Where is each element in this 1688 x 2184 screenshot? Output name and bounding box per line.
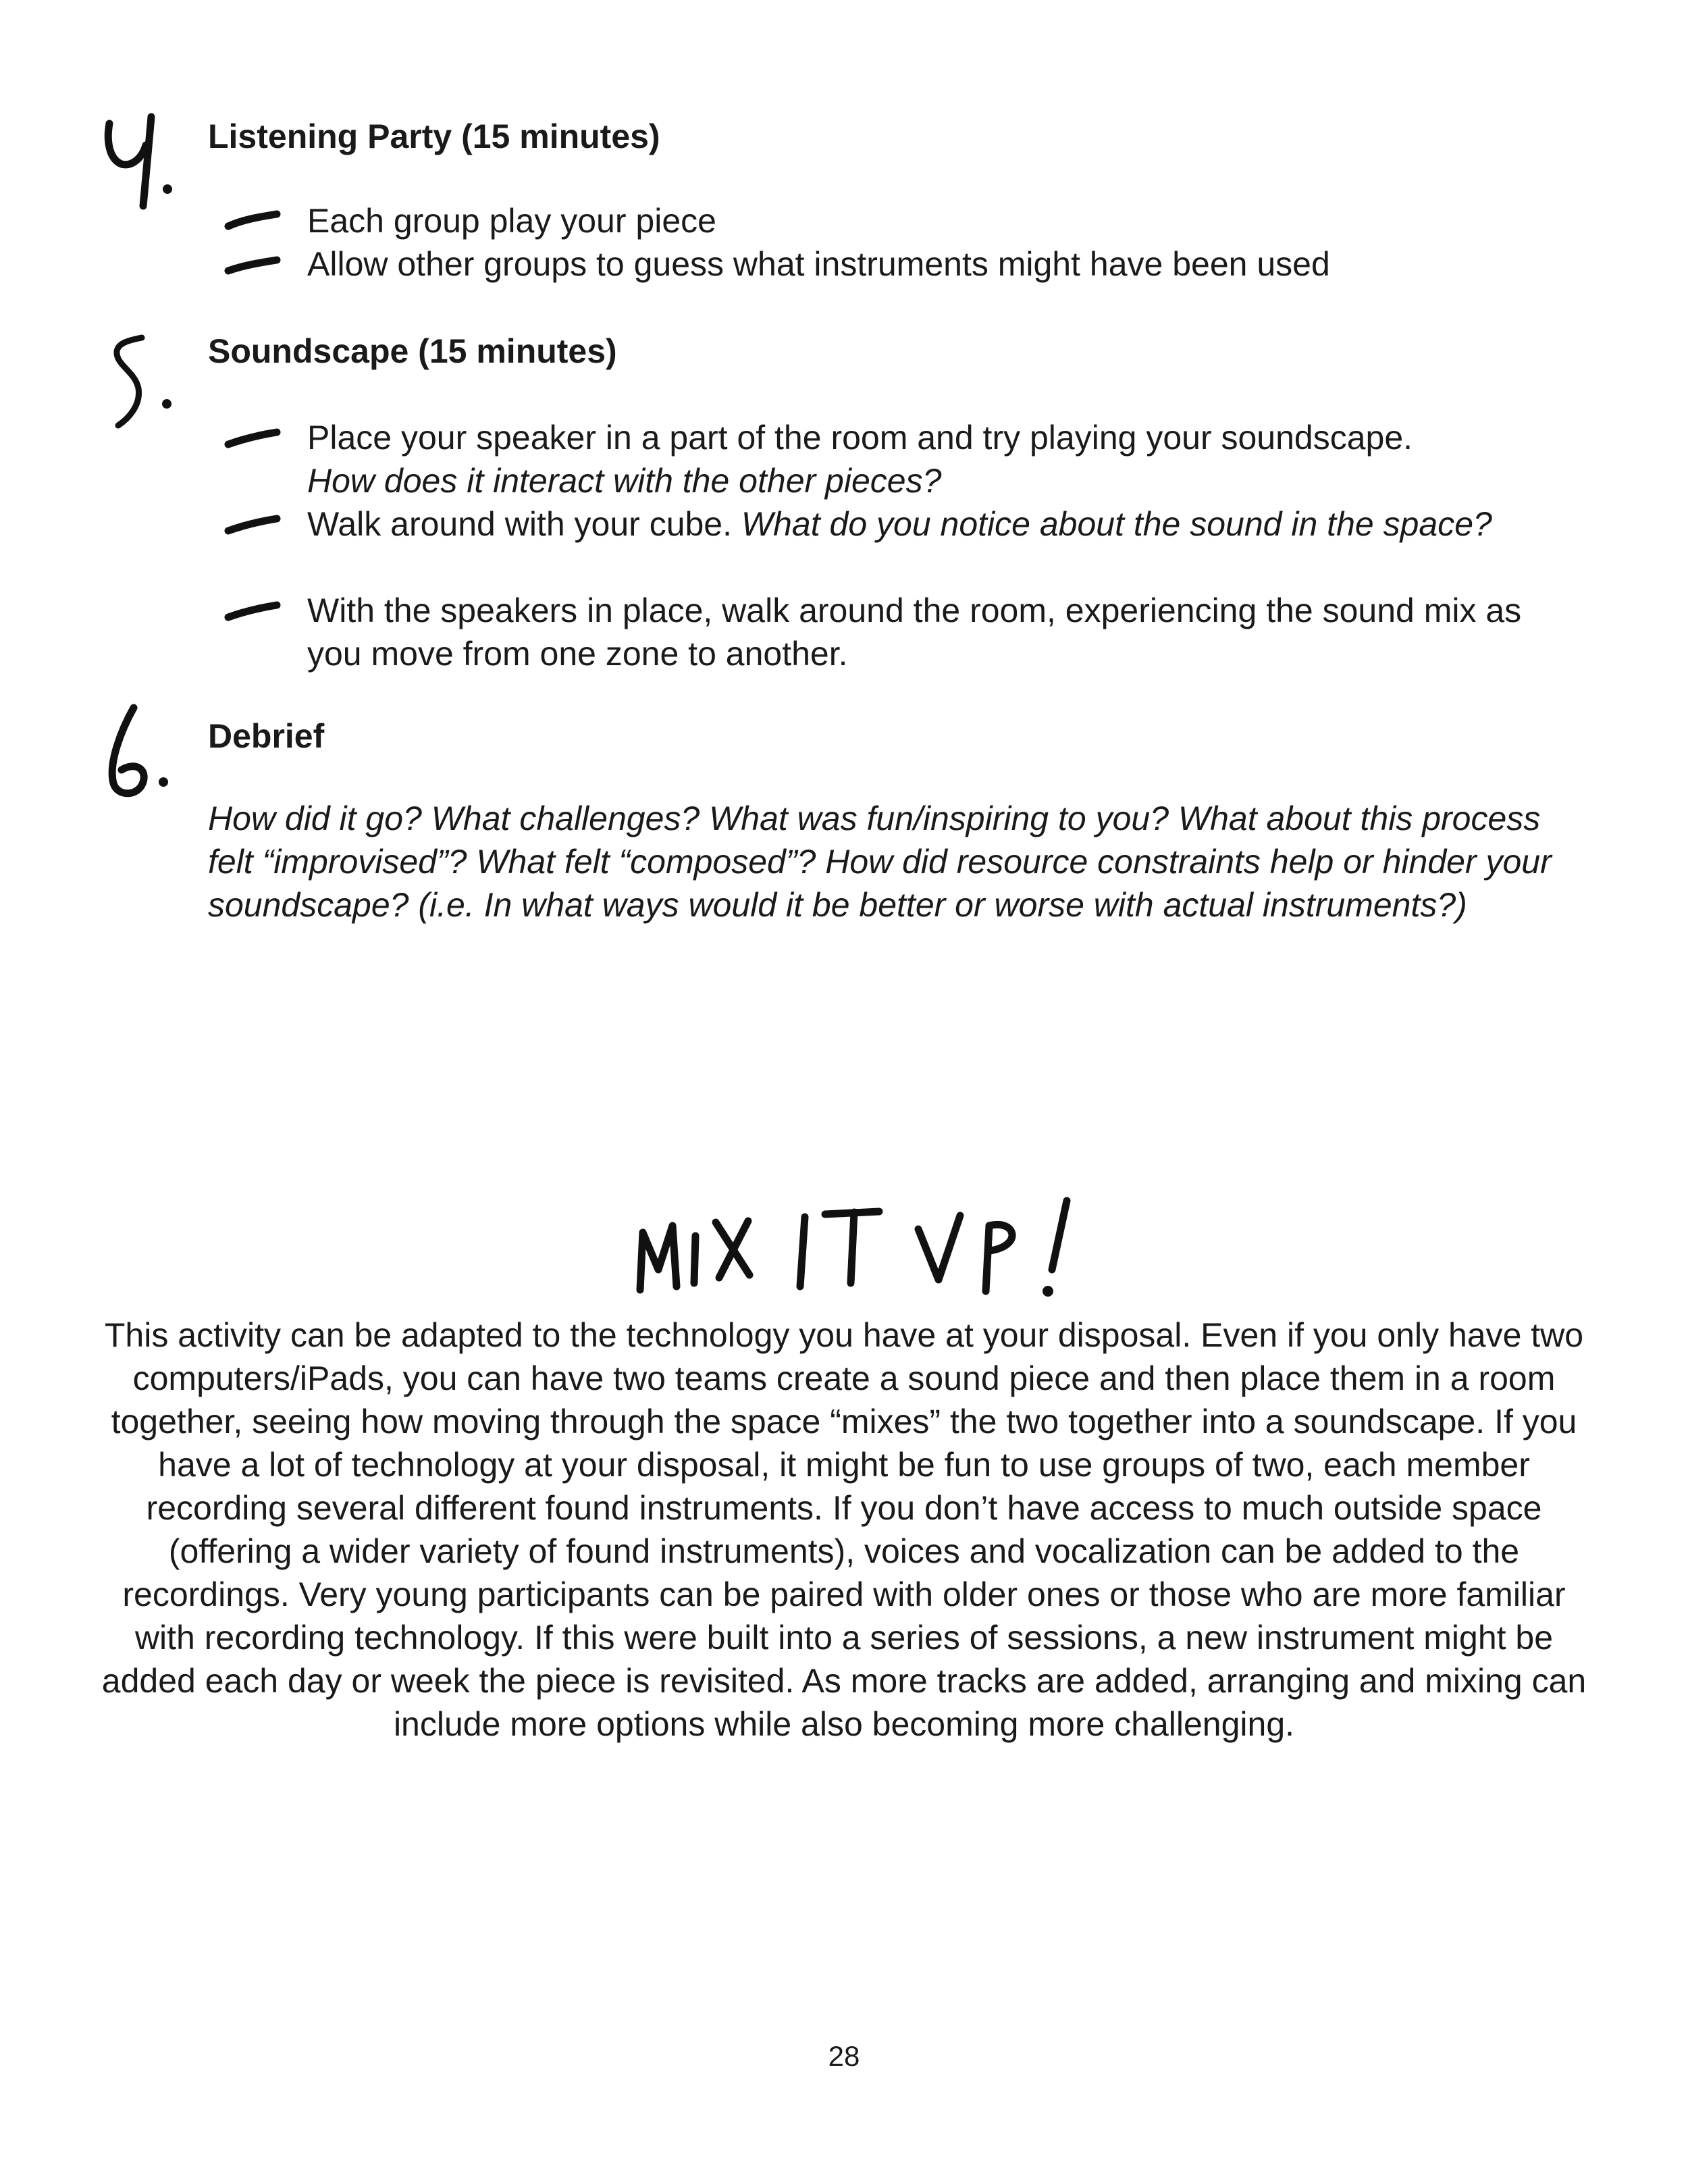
mix-it-up-body: This activity can be adapted to the technology you have at your disposal. Even if you only have two computers/iPads, you can have two teams create a sound piece and then place them in a room together, seeing how moving through the space “mixes” the two together into a soundscape. If you have a lot of technology at your disposal, it might be fun to use groups of two, each member recording several different found instruments. If you don’t have access to much outside space (offering a wider variety of found instruments), voices and vocalization can be added to the recordings. Very young participants can be paired with older ones or those who are more familiar with recording technology. If this were built into a series of sessions, a new instrument might be added each day or week the piece is revisited. As more tracks are added, arranging and mixing can include more options while also becoming more challenging. [101, 1316, 1587, 1743]
section-4-heading: Listening Party (15 minutes) [208, 118, 660, 155]
section-6-heading: Debrief [208, 717, 325, 755]
dash-icon [223, 209, 284, 236]
bullet-text: Allow other groups to guess what instruments might have been used [307, 245, 1330, 283]
bullet-text: Place your speaker in a part of the room and try playing your soundscape. How does it interact with the other pieces? [307, 419, 1413, 500]
handwritten-5-icon [105, 331, 186, 432]
handwritten-4-icon [101, 111, 182, 213]
bullet-text: Walk around with your cube. What do you notice about the sound in the space? [307, 505, 1492, 543]
list-item [223, 502, 1566, 589]
list-item [223, 589, 1566, 675]
dash-icon [223, 598, 284, 625]
mix-it-up-title [628, 1195, 1087, 1303]
section-5-heading: Soundscape (15 minutes) [208, 332, 617, 370]
debrief-questions: How did it go? What challenges? What was fun/inspiring to you? What about this process felt “improvised”? What felt “composed”? How did resource constraints help or hinder your soundscape? (i.e. In what ways would it be better or worse with actual instruments?) [208, 800, 1552, 924]
dash-icon [223, 425, 284, 452]
list-item [223, 242, 1566, 286]
list-item [223, 199, 1566, 242]
dash-icon [223, 252, 284, 279]
dash-icon [223, 512, 284, 539]
list-item [223, 416, 1566, 502]
bullet-text: Each group play your piece [307, 202, 716, 240]
page-number: 28 [828, 2040, 860, 2072]
handwritten-6-icon [101, 702, 182, 804]
bullet-text: With the speakers in place, walk around the room, experiencing the sound mix as you move from one zone to another. [307, 592, 1522, 673]
